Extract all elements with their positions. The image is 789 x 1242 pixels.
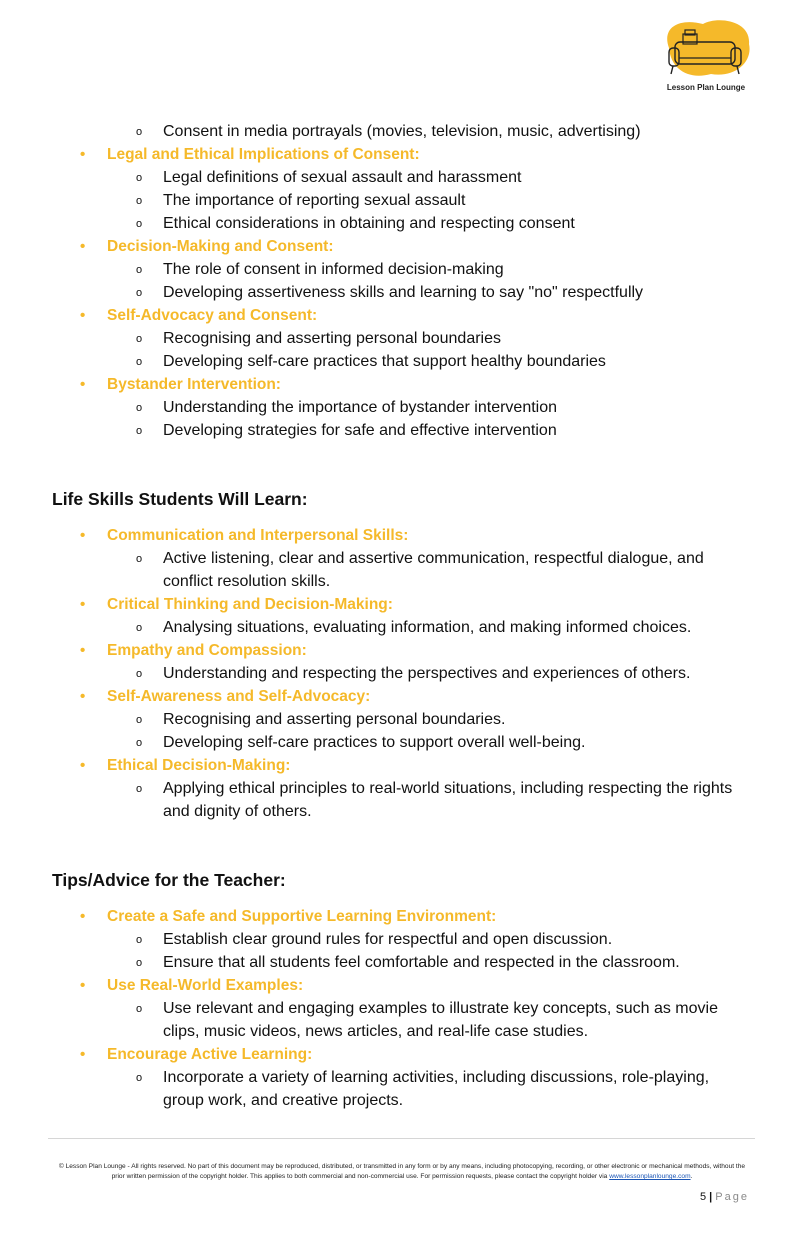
tips-section: [0, 869, 789, 1112]
logo-text: Lesson Plan Lounge: [666, 83, 746, 92]
sub-item: o Legal definitions of sexual assault and harassment: [163, 166, 753, 189]
footer-divider: [48, 1138, 755, 1139]
list-item: [0, 905, 789, 974]
sofa-logo-icon: [659, 18, 753, 82]
list-item: [0, 639, 789, 685]
logo: [657, 18, 755, 96]
sub-item: o Developing self-care practices to support overall well-being.: [163, 731, 753, 754]
list-item: [0, 685, 789, 754]
sub-item: o Consent in media portrayals (movies, television, music, advertising): [163, 120, 753, 143]
document-body: [0, 120, 789, 1112]
list-item: [0, 143, 789, 235]
bullet-heading: • Bystander Intervention:: [107, 373, 789, 396]
sub-item: o Understanding the importance of bystander intervention: [163, 396, 753, 419]
bullet-heading: • Create a Safe and Supportive Learning Environment:: [107, 905, 789, 928]
list-item: [0, 1043, 789, 1112]
bullet-heading: • Communication and Interpersonal Skills:: [107, 524, 789, 547]
sub-item: o Recognising and asserting personal boundaries.: [163, 708, 753, 731]
bullet-heading: • Ethical Decision-Making:: [107, 754, 789, 777]
list-item: [0, 120, 789, 143]
bullet-heading: • Use Real-World Examples:: [107, 974, 789, 997]
footer-copyright: [52, 1162, 752, 1182]
section-title: Life Skills Students Will Learn:: [52, 489, 308, 509]
bullet-heading: • Legal and Ethical Implications of Consent:: [107, 143, 789, 166]
bullet-heading: • Self-Awareness and Self-Advocacy:: [107, 685, 789, 708]
page-separator: |: [709, 1191, 713, 1203]
list-item: [0, 304, 789, 373]
bullet-heading: • Self-Advocacy and Consent:: [107, 304, 789, 327]
sub-item: o Analysing situations, evaluating information, and making informed choices.: [163, 616, 753, 639]
consent-topics-list: [0, 120, 789, 442]
list-item: [0, 373, 789, 442]
copyright-text: © Lesson Plan Lounge - All rights reserved. No part of this document may be reproduced, distributed, or transmitted in any form or by any means, including photocopying, recording, or other electronic or mechanical methods, without the prior written permission of the copyright holder. This applies to both commercial and non-commercial use. For permission requests, please contact the copyright holder via: [58, 1163, 746, 1180]
sub-item: o Applying ethical principles to real-world situations, including respecting the rights and dignity of others.: [163, 777, 753, 823]
sub-item: o The importance of reporting sexual assault: [163, 189, 753, 212]
page-number: [700, 1191, 749, 1203]
list-item: [0, 235, 789, 304]
sub-item: o Establish clear ground rules for respectful and open discussion.: [163, 928, 753, 951]
page-label: Page: [715, 1191, 749, 1203]
sub-item: o Recognising and asserting personal boundaries: [163, 327, 753, 350]
sub-item: o Developing assertiveness skills and learning to say "no" respectfully: [163, 281, 753, 304]
website-link[interactable]: www.lessonplanlounge.com: [609, 1173, 691, 1180]
list-item: [0, 754, 789, 823]
sub-item: o Understanding and respecting the perspectives and experiences of others.: [163, 662, 753, 685]
list-item: [0, 974, 789, 1043]
sub-item: o Ethical considerations in obtaining and respecting consent: [163, 212, 753, 235]
sub-item: o Use relevant and engaging examples to illustrate key concepts, such as movie clips, music videos, news articles, and real-life case studies.: [163, 997, 753, 1043]
copyright-end: .: [690, 1173, 693, 1180]
list-item: [0, 593, 789, 639]
life-skills-section: [0, 488, 789, 823]
sub-item: o Developing strategies for safe and effective intervention: [163, 419, 753, 442]
section-title: Tips/Advice for the Teacher:: [52, 870, 286, 890]
sub-item: o Incorporate a variety of learning activities, including discussions, role-playing, group work, and creative projects.: [163, 1066, 753, 1112]
sub-item: o The role of consent in informed decision-making: [163, 258, 753, 281]
bullet-heading: • Encourage Active Learning:: [107, 1043, 789, 1066]
sub-item: o Developing self-care practices that support healthy boundaries: [163, 350, 753, 373]
list-item: [0, 524, 789, 593]
sub-item: o Ensure that all students feel comfortable and respected in the classroom.: [163, 951, 753, 974]
sub-item: o Active listening, clear and assertive communication, respectful dialogue, and conflict resolution skills.: [163, 547, 753, 593]
bullet-heading: • Decision-Making and Consent:: [107, 235, 789, 258]
bullet-heading: • Critical Thinking and Decision-Making:: [107, 593, 789, 616]
bullet-heading: • Empathy and Compassion:: [107, 639, 789, 662]
page-number-value: 5: [699, 1191, 707, 1203]
